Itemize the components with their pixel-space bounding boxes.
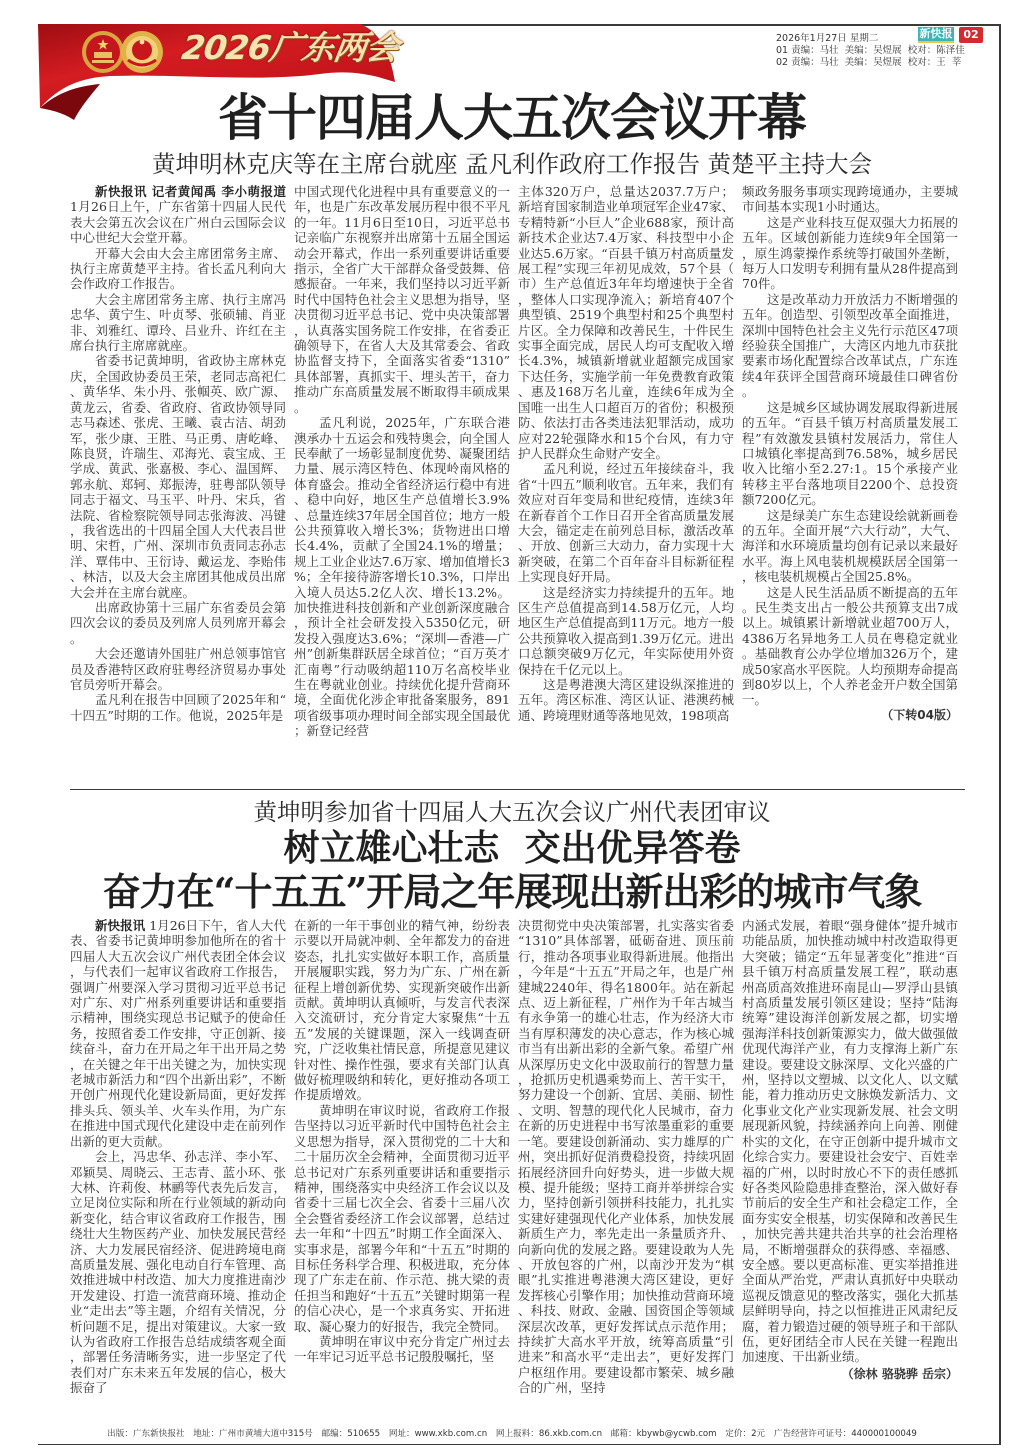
paragraph: 开幕大会由大会主席团常务主席、执行主席黄楚平主持。省长孟凡利向大会作政府工作报告。 — [70, 245, 286, 292]
page-frame-bottom — [38, 1444, 1001, 1445]
paragraph: 黄坤明在审议中充分肯定广州过去一年牢记习近平总书记殷殷嘱托，坚 — [294, 1333, 510, 1365]
footer-tipline: 网上报料：86.xkb.com.cn — [495, 1429, 603, 1439]
paragraph: 新快报讯 记者黄闻禹 李小萌报道 1月26日上午，广东省第十四届人民代表大会第五次会议在广州白云国际会议中心世纪大会堂开幕。 — [70, 184, 286, 246]
paragraph: 这是产业科技互促双强大力拓展的五年。区域创新能力连续9年全国第一，原生鸿蒙操作系统等打破国外垄断，每万人口发明专利拥有量从28件提高到70件。 — [742, 214, 958, 292]
reporter-byline: （徐林 骆骁骅 岳宗） — [841, 1366, 958, 1381]
paragraph: 孟凡利说，2025年，广东联合港澳承办十五运会和残特奥会，向全国人民奉献了一场彰显制度优势、凝聚团结力量、展示湾区特色、体现岭南风格的体育盛会。推动全省经济运行稳中有进、稳中向好，地区生产总值增长3.9%、总量连续37年居全国首位；地方一般公共预算收入增长3%；货物进出口增长4.4%，贡献了全国24.1%的增量；规上工业企业达7.6万家、增加值增长3%；全年接待游客增长10.3%，口岸出入境人员达5.2亿人次、增长13.2%。加快推进科技创新和产业创新深度融合，预计全社会研发投入5350亿元，研发投入强度达3.6%；“深圳—香港—广州”创新集群跃居全球首位；“百万英才汇南粤”行动吸纳超110万名高校毕业生在粤就业创业。持续优化提升营商环境，全面优化涉企审批备案服务，891项省级事项办理时间全部实现全国最优；新登记经营 — [294, 415, 510, 739]
paragraph: 内涵式发展，着眼“强身健体”提升城市功能品质，加快推动城中村改造取得更大突破；锚定“五年显著变化”推进“百县千镇万村高质量发展工程”，联动惠州高质高效推进环南昆山—罗浮山县镇村高质量发展引领区建设；坚持“陆海统筹”建设海洋创新发展之都，切实增强海洋科技创新策源实力，做大做强做优现代海洋产业，有力支撑海上新广东建设。要建设文脉深厚、文化兴盛的广州，坚持以文塑城、以文化人、以文赋能，着力推动历史文脉焕发新活力、文化事业文化产业实现新发展、社会文明展现新风貌，持续涵养向上向善、刚健朴实的文化，在守正创新中提升城市文化综合实力。要建设社会安宁、百姓幸福的广州，以时时放心不下的责任感抓好各类风险隐患排查整治，深入做好春节前后的安全生产和社会稳定工作，全面夯实安全根基，切实保障和改善民生，加快完善共建共治共享的社会治理格局，不断增强群众的获得感、幸福感、安全感。要以更高标准、更实举措推进全面从严治党，严肃认真抓好中央联动巡视反馈意见的整改落实，强化大抓基层鲜明导向，持之以恒推进正风肃纪反腐，着力锻造过硬的领导班子和干部队伍，更好团结全市人民在关键一程跑出加速度、干出新业绩。 — [742, 918, 958, 1365]
footer-email: 邮箱：kbywb@ycwb.com — [610, 1429, 717, 1439]
paragraph: 孟凡利说，经过五年接续奋斗，我省“十四五”顺利收官。五年来，我们有效应对百年变局和世纪疫情，连续3年在新春首个工作日召开全省高质量发展大会，锚定走在前列总目标，激活改革、开放、创新三大动力，奋力实现十大新突破，在第二个百年奋斗目标新征程上实现良好开局。 — [518, 461, 734, 585]
paragraph: 在新的一年干事创业的精气神，纷纷表示要以开局就冲刺、全年都发力的奋进姿态，扎扎实实做好本职工作，高质量开展履职实践，努力为广东、广州在新征程上增创新优势、实现新突破作出新贡献。黄坤明认真倾听，与发言代表深入交流研讨，充分肯定大家聚焦“十五五”发展的关键课题，深入一线调查研究，广泛收集社情民意，所提意见建议针对性、操作性强，要求有关部门认真做好梳理吸纳和转化，更好推动各项工作提质增效。 — [294, 918, 510, 1103]
paragraph: 频政务服务事项实现跨境通办，主要城市间基本实现1小时通达。 — [742, 184, 958, 215]
page-frame-right — [999, 24, 1001, 1444]
article-subheadline: 奋力在“十五五”开局之年展现出新出彩的城市气象 — [102, 869, 922, 914]
newspaper-logo: 新快报 — [918, 27, 954, 43]
footer-address: 地址：广州市黄埔大道中315号 — [193, 1429, 313, 1439]
footer-website: 网址：www.xkb.com.cn — [388, 1429, 488, 1439]
article2-column-2 — [294, 918, 510, 1365]
article-headline: 省十四届人大五次会议开幕 — [218, 88, 806, 147]
continued-on-page: （下转04版） — [881, 707, 958, 722]
footer-publisher: 出版：广东新快报社 — [107, 1429, 185, 1439]
paragraph: 黄坤明在审议时说，省政府工作报告坚持以习近平新时代中国特色社会主义思想为指导，深入贯彻党的二十大和二十届历次全会精神，全面贯彻习近平总书记对广东系列重要讲话和重要指示精神，围绕落实中央经济工作会议以及省委十三届七次全会、省委十三届八次全会暨省委经济工作会议部署，总结过去一年和“十四五”时期工作全面深入、实事求是，部署今年和“十五五”时期的目标任务科学合理、积极进取，充分体现了广东走在前、作示范、挑大梁的责任担当和跑好“十五五”关键时期第一程的信心决心，是一个求真务实、开拓进取、凝心聚力的好报告，我完全赞同。 — [294, 1102, 510, 1334]
article-headline: 树立雄心壮志 交出优异答卷 — [283, 827, 741, 869]
page-number-badge: 02 — [959, 27, 983, 43]
paragraph: 这是城乡区域协调发展取得新进展的五年。“百县千镇万村高质量发展工程”有效激发县镇村发展活力，常住人口城镇化率提高到76.58%，城乡居民收入比缩小至2.27:1。15个承接产业转移主平台落地项目2200个、总投资额7200亿元。 — [742, 399, 958, 508]
footer-price: 定价：2元 — [725, 1429, 766, 1439]
paragraph: 主体320万户，总量达2037.7万户；新培育国家制造业单项冠军企业47家、专精特新“小巨人”企业688家，预计高新技术企业达7.4万家、科技型中小企业达5.6万家。“百县千镇万村高质量发展工程”实现三年初见成效，57个县（市）生产总值近3年年均增速快于全省，整体人口实现净流入；新培育407个典型镇、2519个典型村和25个典型村片区。全力保障和改善民生，十件民生实事全面完成，居民人均可支配收入增长4.3%，城镇新增就业超额完成国家下达任务，实施学前一年免费教育政策、惠及168万名儿童，连续6年成为全国唯一出生人口超百万的省份；积极预防、依法打击各类违法犯罪活动，成功应对22轮强降水和15个台风，有力守护人民群众生命财产安全。 — [518, 184, 734, 461]
article1-column-1 — [70, 184, 286, 723]
paragraph: 这是经济实力持续提升的五年。地区生产总值提高到14.58万亿元，人均地区生产总值提高到11万元。地方一般公共预算收入提高到1.39万亿元。进出口总额突破9万亿元，年实际使用外资保持在千亿元以上。 — [518, 584, 734, 677]
article1-column-3 — [518, 184, 734, 723]
cppcc-emblem-icon — [120, 30, 164, 74]
dateline: 新快报讯 — [95, 918, 146, 933]
article-subheadline: 黄坤明林克庆等在主席台就座 孟凡利作政府工作报告 黄楚平主持大会 — [152, 150, 872, 178]
page-footer — [0, 1428, 1024, 1440]
credit-line: 02 责编：马壮 美编：吴煜展 校对：王 莘 — [776, 57, 962, 68]
section-title: 2026广东两会 — [179, 28, 401, 67]
article1-column-2 — [294, 184, 510, 739]
article2-column-1 — [70, 918, 286, 1396]
paragraph: 中国式现代化进程中具有重要意义的一年，也是广东改革发展历程中很不平凡的一年。11月6日至10日，习近平总书记亲临广东视察并出席第十五届全国运动会开幕式，作出一系列重要讲话重要指示，全省广大干部群众备受鼓舞、倍感振奋。一年来，我们坚持以习近平新时代中国特色社会主义思想为指导，坚决贯彻习近平总书记、党中央决策部署，认真落实国务院工作安排，在省委正确领导下，在省人大及其常委会、省政协监督支持下，全面落实省委“1310”具体部署，真抓实干、埋头苦干，奋力推动广东高质量发展不断取得丰硕成果。 — [294, 184, 510, 415]
article2-column-3 — [518, 918, 734, 1396]
paragraph: 孟凡利在报告中回顾了2025年和“十四五”时期的工作。他说，2025年是 — [70, 692, 286, 723]
paragraph: 这是粤港澳大湾区建设纵深推进的五年。湾区标准、湾区认证、港澳药械通、跨境理财通等落地见效，198项高 — [518, 677, 734, 723]
dateline: 新快报讯 记者黄闻禹 李小萌报道 — [95, 184, 286, 199]
paragraph: 省委书记黄坤明，省政协主席林克庆，全国政协委员王荣，老同志高祀仁、黄华华、朱小丹、张帼英、欧广源、黄龙云，省委、省政府、省政协领导同志马森述、张虎、王曦、袁古洁、胡劲军，张少康、王胜、马正勇、唐屹峰、陈良贤，许瑞生、邓海光、袁宝成、王学成、黄武、张嘉极、李心、温国辉、郭永航、郑轲、郑振涛，驻粤部队领导同志于福文、马玉平、叶丹、宋兵，省法院、省检察院领导同志张海波、冯键，我省选出的十四届全国人大代表吕世明、宋哲，广州、深圳市负责同志孙志洋、覃伟中、王衍诗、戴运龙、李贻伟、林洁，以及大会主席团其他成员出席大会并在主席台就座。 — [70, 353, 286, 600]
article-divider — [70, 789, 965, 790]
article-kicker: 黄坤明参加省十四届人大五次会议广州代表团审议 — [253, 798, 771, 826]
national-emblem-icon — [81, 30, 125, 74]
credit-line: 01 责编：马壮 美编：吴煜展 校对：陈泽佳 — [776, 45, 965, 56]
paragraph: 大会还邀请外国驻广州总领事馆官员及香港特区政府驻粤经济贸易办事处官员旁听开幕会。 — [70, 646, 286, 692]
paragraph: 出席政协第十三届广东省委员会第四次会议的委员及列席人员列席开幕会。 — [70, 599, 286, 646]
paragraph: 这是改革动力开放活力不断增强的五年。创造型、引领型改革全面推进，深圳中国特色社会主义先行示范区47项经验获全国推广，大湾区内地九市获批要素市场化配置综合改革试点，广东连续4年获评全国营商环境最佳口碑省份。 — [742, 291, 958, 400]
paragraph: 这是绿美广东生态建设绘就新画卷的五年。全面开展“六大行动”，大气、海洋和水环境质量均创有记录以来最好水平。海上风电装机规模跃居全国第一，核电装机规模占全国25.8%。 — [742, 507, 958, 585]
paragraph: 大会主席团常务主席、执行主席冯忠华、黄宁生、叶贞琴、张硕辅、肖亚非、刘雅红、谭玲、吕业升、许红在主席台执行主席席就座。 — [70, 291, 286, 354]
article2-column-4 — [742, 918, 958, 1382]
issue-date: 2026年1月27日 星期二 — [776, 33, 879, 44]
paragraph: 新快报讯 1月26日下午，省人大代表、省委书记黄坤明参加他所在的省十四届人大五次会议广州代表团全体会议，与代表们一起审议省政府工作报告，强调广州要深入学习贯彻习近平总书记对广东、对广州系列重要讲话和重要指示精神，围绕实现总书记赋予的使命任务，按照省委工作安排，守正创新、接续奋斗，奋力在开局之年干出开局之势，在关键之年干出关键之为，加快实现老城市新活力和“四个出新出彩”，不断开创广州现代化建设新局面，更好发挥排头兵、领头羊、火车头作用，为广东在推进中国式现代化建设中走在前列作出新的更大贡献。 — [70, 918, 286, 1149]
footer-postcode: 邮编：510655 — [321, 1429, 381, 1439]
paragraph: 会上，冯忠华、孙志洋、李小军、邓颖昊、周晓云、王志青、蓝小环、张大林、许莉俊、林鹂等代表先后发言，立足岗位实际和所在行业领域的新动向新变化，结合审议省政府工作报告，围绕壮大生物医药产业、加快发展民营经济、大力发展民宿经济、促进跨境电商高质量发展、强化电动自行车管理、高效推进城中村改造、加大力度推进南沙开发建设、打造一流营商环境、推动企业“走出去”等主题，介绍有关情况，分析问题不足，提出对策建议。大家一致认为省政府工作报告总结成绩客观全面，部署任务清晰务实，进一步坚定了代表们对广东未来五年发展的信心，极大振奋了 — [70, 1149, 286, 1396]
article1-column-4 — [742, 184, 958, 723]
paragraph: 这是人民生活品质不断提高的五年。民生类支出占一般公共预算支出7成以上。城镇累计新增就业超700万人，4386万名异地务工人员在粤稳定就业。基础教育公办学位增加326万个，建成50家高水平医院。人均预期寿命提高到80岁以上，个人养老金开户数全国第一。 — [742, 584, 958, 708]
footer-license: 广告经营许可证号：440000100049 — [773, 1429, 917, 1439]
paragraph: 决贯彻党中央决策部署，扎实落实省委“1310”具体部署，砥砺奋进、顶压前行，推动各项事业取得新进展。他指出，今年是“十五五”开局之年，也是广州建城2240年、得名1800年。站在新起点、迈上新征程，广州作为千年古城当有永争第一的雄心壮志，作为经济大市当有厚积薄发的决心意志，作为核心城市当有出新出彩的全新气象。希望广州从深厚历史文化中汲取前行的智慧力量，抢抓历史机遇乘势而上、苦干实干，努力建设一个创新、宜居、美丽、韧性、文明、智慧的现代化人民城市，奋力在新的历史进程中书写浓墨重彩的重要一笔。要建设创新涌动、实力雄厚的广州，突出抓好促消费稳投资，持续巩固拓展经济回升向好势头，进一步做大规模、提升能级；坚持工商并举拼综合实力，坚持创新引领拼科技能力，扎扎实实建好建强现代化产业体系，加快发展新质生产力，率先走出一条量质齐升、向新向优的发展之路。要建设敢为人先、开放包容的广州，以南沙开发为“棋眼”扎实推进粤港澳大湾区建设，更好发挥核心引擎作用；加快推动营商环境、科技、财政、金融、国资国企等领域深层次改革，更好发挥试点示范作用；持续扩大高水平开放，统筹高质量“引进来”和高水平“走出去”，更好发挥门户枢纽作用。要建设都市繁荣、城乡融合的广州，坚持 — [518, 918, 734, 1396]
